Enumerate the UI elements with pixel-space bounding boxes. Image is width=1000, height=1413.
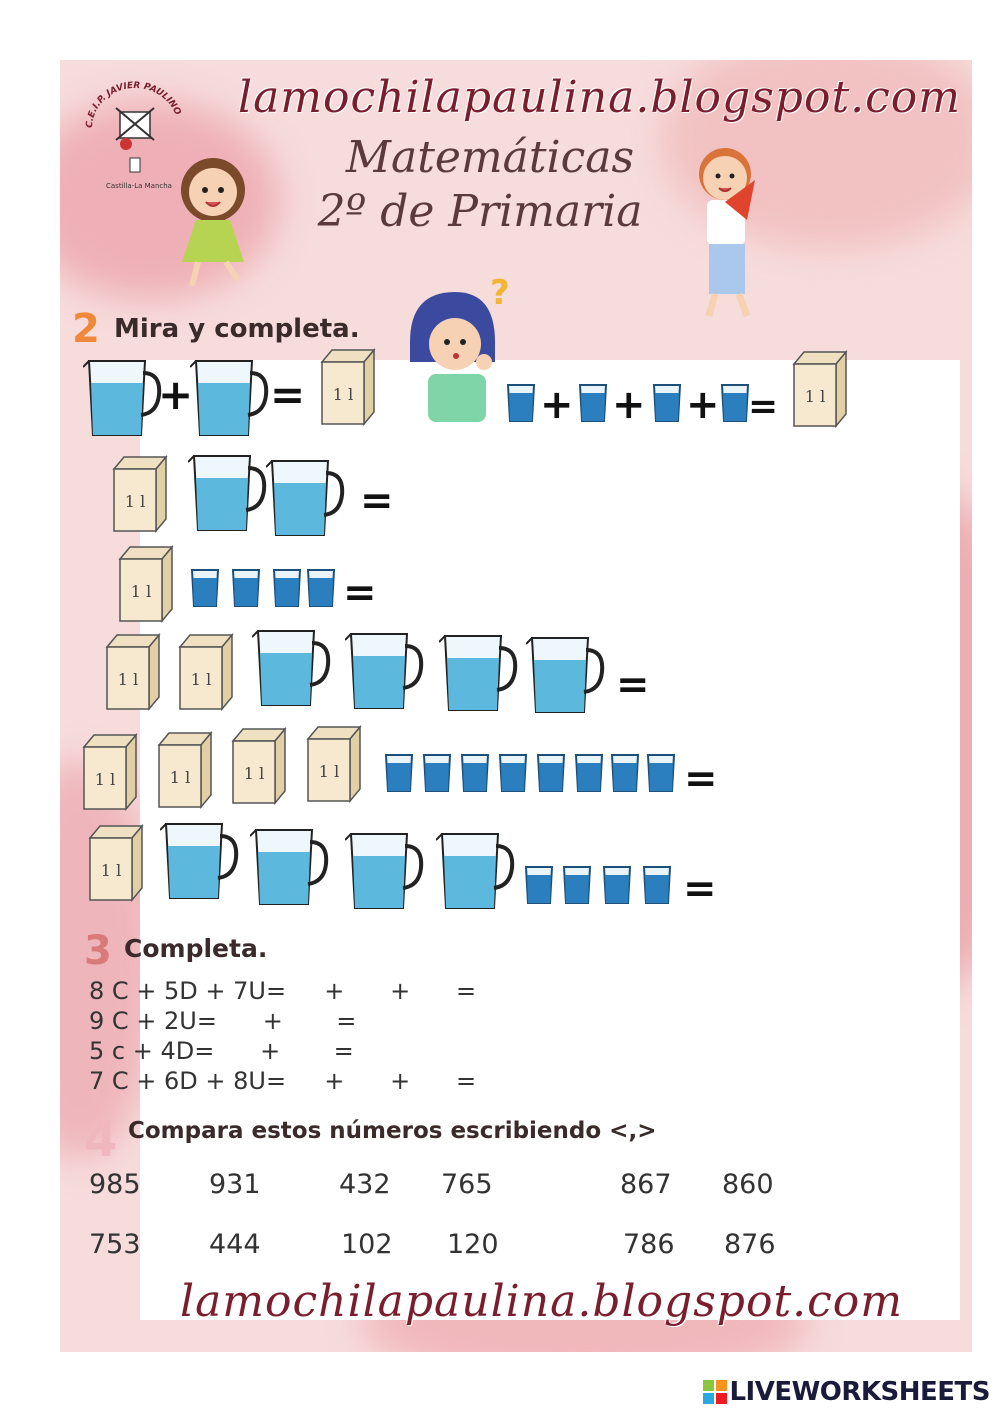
glass-icon	[384, 753, 414, 798]
glass-icon	[506, 383, 536, 428]
place-value-line: 5 c + 4D= + =	[89, 1037, 354, 1065]
blog-url-footer: lamochilapaulina.blogspot.com	[180, 1276, 903, 1327]
place-value-line: 8 C + 5D + 7U= + + =	[89, 977, 477, 1005]
section-number: 4	[84, 1112, 118, 1168]
glass-icon	[536, 753, 566, 798]
svg-text:1 l: 1 l	[94, 770, 116, 789]
pitcher-icon	[436, 828, 516, 917]
section-number: 3	[84, 928, 112, 974]
svg-text:1 l: 1 l	[117, 670, 139, 689]
pitcher-icon	[160, 818, 240, 907]
compare-number: 765	[441, 1169, 493, 1200]
liveworksheets-icon	[703, 1380, 727, 1404]
title-line2: 2º de Primaria	[317, 186, 643, 237]
liveworksheets-logo	[703, 1377, 990, 1407]
glass-icon	[272, 568, 302, 613]
compare-number: 860	[722, 1169, 774, 1200]
pitcher-icon	[190, 355, 270, 444]
liter-carton-icon	[103, 633, 163, 716]
svg-text:1 l: 1 l	[100, 861, 122, 880]
compare-number: 867	[620, 1169, 672, 1200]
svg-text:1 l: 1 l	[130, 582, 152, 601]
liter-carton-icon	[790, 350, 850, 433]
pitcher-icon	[345, 828, 425, 917]
glass-icon	[422, 753, 452, 798]
place-value-line: 9 C + 2U= + =	[89, 1007, 357, 1035]
section-title: Completa.	[124, 934, 268, 963]
pitcher-icon	[250, 824, 330, 913]
svg-text:1 l: 1 l	[332, 385, 354, 404]
compare-number: 102	[341, 1229, 393, 1260]
section-title: Mira y completa.	[114, 314, 360, 344]
place-value-line: 7 C + 6D + 8U= + + =	[89, 1067, 477, 1095]
plus-sign: +	[612, 382, 646, 428]
glass-icon	[578, 383, 608, 428]
compare-number: 432	[339, 1169, 391, 1200]
section-number: 2	[72, 306, 100, 352]
liter-carton-icon	[176, 633, 236, 716]
glass-icon	[610, 753, 640, 798]
glass-icon	[524, 865, 554, 910]
glass-icon	[602, 865, 632, 910]
liter-carton-icon	[304, 725, 364, 808]
equals-sign: =	[270, 370, 306, 419]
glass-icon	[498, 753, 528, 798]
liter-carton-icon	[155, 731, 215, 814]
compare-number: 120	[447, 1229, 499, 1260]
compare-number: 876	[724, 1229, 776, 1260]
pitcher-icon	[266, 455, 346, 544]
girl-illustration	[168, 150, 263, 290]
svg-text:C.E.I.P. JAVIER PAULINO: C.E.I.P. JAVIER PAULINO	[84, 80, 183, 129]
plus-sign: +	[686, 382, 720, 428]
equals-sign: =	[684, 756, 718, 802]
glass-icon	[562, 865, 592, 910]
region-label: Castilla-La Mancha	[106, 182, 172, 190]
blog-url-header: lamochilapaulina.blogspot.com	[238, 72, 961, 123]
glass-icon	[190, 568, 220, 613]
liter-carton-icon	[110, 455, 170, 538]
liter-carton-icon	[116, 545, 176, 628]
compare-number: 444	[209, 1229, 261, 1260]
liter-carton-icon	[86, 824, 146, 907]
liter-carton-icon	[229, 727, 289, 810]
glass-icon	[574, 753, 604, 798]
liter-carton-icon	[80, 733, 140, 816]
compare-number: 786	[623, 1229, 675, 1260]
glass-icon	[306, 568, 336, 613]
compare-number: 985	[89, 1169, 141, 1200]
equals-sign: =	[683, 866, 717, 912]
equals-sign: =	[748, 386, 779, 427]
pitcher-icon	[345, 628, 425, 717]
glass-icon	[720, 383, 750, 428]
compare-number: 931	[209, 1169, 261, 1200]
plus-sign: +	[540, 382, 574, 428]
pitcher-icon	[439, 630, 519, 719]
liter-carton-icon	[318, 348, 378, 431]
glass-icon	[646, 753, 676, 798]
section-title: Compara estos números escribiendo <,>	[128, 1118, 657, 1144]
question-mark-icon: ?	[490, 273, 510, 313]
pitcher-icon	[252, 625, 332, 714]
pitcher-icon	[188, 450, 268, 539]
plus-sign: +	[158, 370, 194, 419]
liveworksheets-brand: LIVEWORKSHEETS	[729, 1377, 990, 1407]
compare-number: 753	[89, 1229, 141, 1260]
equals-sign: =	[343, 570, 377, 616]
glass-icon	[652, 383, 682, 428]
svg-text:1 l: 1 l	[318, 762, 340, 781]
svg-text:1 l: 1 l	[190, 670, 212, 689]
pitcher-icon	[526, 632, 606, 721]
glass-icon	[460, 753, 490, 798]
svg-text:1 l: 1 l	[124, 492, 146, 511]
glass-icon	[231, 568, 261, 613]
boy-illustration	[685, 140, 770, 320]
pitcher-icon	[83, 355, 163, 444]
equals-sign: =	[616, 662, 650, 708]
svg-text:1 l: 1 l	[804, 387, 826, 406]
svg-text:1 l: 1 l	[169, 768, 191, 787]
title-line1: Matemáticas	[345, 132, 635, 183]
equals-sign: =	[360, 478, 394, 524]
glass-icon	[642, 865, 672, 910]
svg-text:1 l: 1 l	[243, 764, 265, 783]
